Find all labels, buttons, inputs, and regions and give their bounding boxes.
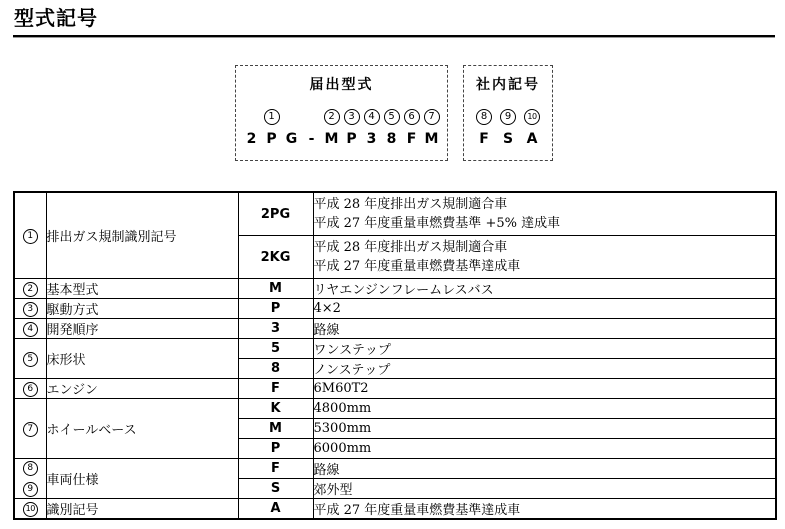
num-cell [14,499,46,520]
label-cell: ホイールベース [46,399,238,459]
code-char: M [324,130,339,147]
label-cell: 開発順序 [46,319,238,339]
code-char: M [424,130,439,147]
desc-cell [313,236,776,279]
code-cell: P [238,439,313,459]
desc-cell: 6000mm [313,439,776,459]
circled-number-1: 1 [242,108,302,125]
spec-table [13,191,777,520]
code-separator: - [308,130,315,147]
notified-model-title: 届出型式 [309,77,374,93]
code-cell: K [238,399,313,419]
table-row [14,399,776,419]
desc-cell: 4800mm [313,399,776,419]
notified-model-box [235,65,448,161]
num-cell [14,279,46,299]
table-row [14,459,776,479]
label-cell: 基本型式 [46,279,238,299]
label-cell: 排出ガス規制識別記号 [46,192,238,279]
circled-number: 9 [23,482,38,497]
label-cell: エンジン [46,379,238,399]
table-row [14,319,776,339]
desc-cell: 平成 27 年度重量車燃費基準達成車 [313,499,776,520]
num-cell [14,339,46,379]
desc-cell: 路線 [313,459,776,479]
code-char: 3 [366,130,377,147]
num-cell [14,319,46,339]
code-cell: F [238,459,313,479]
circled-number: 4 [23,322,38,337]
circled-number-2: 2 [322,108,342,125]
desc-cell: リヤエンジンフレームレスバス [313,279,776,299]
circled-number-stack [15,461,46,497]
internal-code-title: 社内記号 [476,77,540,93]
model-code-diagram [0,38,785,163]
code-cell: 2KG [238,236,313,279]
table-row [14,299,776,319]
circled-number: 6 [23,382,38,397]
notified-model-code [236,108,447,147]
circled-number: 2 [23,282,38,297]
circled-number: 3 [23,302,38,317]
table-row [14,192,776,236]
desc-cell: 4×2 [313,299,776,319]
circled-number-9: 9 [496,108,520,125]
circled-number: 7 [23,422,38,437]
code-char: S [502,130,514,147]
desc-line: 平成 28 年度排出ガス規制適合車 [313,197,508,212]
doc-header [14,6,775,38]
code-cell: F [238,379,313,399]
circled-number-8: 8 [472,108,496,125]
code-cell: A [238,499,313,520]
code-cell: 8 [238,359,313,379]
spacer [302,108,322,125]
table-row [14,499,776,520]
circled-number: 8 [23,461,38,476]
circled-number-7: 7 [422,108,442,125]
code-char: 8 [386,130,397,147]
table-row [14,279,776,299]
desc-line: 平成 27 年度重量車燃費基準 +5% 達成車 [313,216,561,231]
code-char: G [285,130,298,147]
desc-cell: ノンステップ [313,359,776,379]
code-char: A [526,130,538,147]
label-cell: 車両仕様 [46,459,238,499]
code-cell: M [238,279,313,299]
num-cell [14,459,46,499]
circled-number: 1 [23,229,38,244]
circled-number-5: 5 [382,108,402,125]
desc-cell: 5300mm [313,419,776,439]
desc-cell: 6M60T2 [313,379,776,399]
label-cell: 床形状 [46,339,238,379]
page-title: 型式記号 [14,6,98,30]
num-cell [14,399,46,459]
code-char: F [406,130,417,147]
circled-number-6: 6 [402,108,422,125]
desc-cell: 路線 [313,319,776,339]
circled-number: 10 [23,502,38,517]
circled-number-4: 4 [362,108,382,125]
circled-number-3: 3 [342,108,362,125]
num-cell [14,379,46,399]
code-cell: P [238,299,313,319]
code-char: 2 [246,130,257,147]
num-cell [14,192,46,279]
label-cell: 識別記号 [46,499,238,520]
code-char: P [346,130,357,147]
internal-code-box [463,65,553,161]
desc-cell: 郊外型 [313,479,776,499]
label-cell: 駆動方式 [46,299,238,319]
code-cell: S [238,479,313,499]
desc-line: 平成 27 年度重量車燃費基準達成車 [313,259,521,274]
code-cell: 3 [238,319,313,339]
desc-line: 平成 28 年度排出ガス規制適合車 [313,240,508,255]
code-char: F [479,130,489,147]
code-cell: 5 [238,339,313,359]
desc-cell [313,192,776,236]
code-cell: M [238,419,313,439]
table-row [14,379,776,399]
num-cell [14,299,46,319]
code-cell: 2PG [238,192,313,236]
code-char: P [266,130,277,147]
table-row [14,339,776,359]
internal-code [464,108,552,147]
desc-cell: ワンステップ [313,339,776,359]
circled-number: 5 [23,352,38,367]
circled-number-10: 10 [520,108,544,125]
